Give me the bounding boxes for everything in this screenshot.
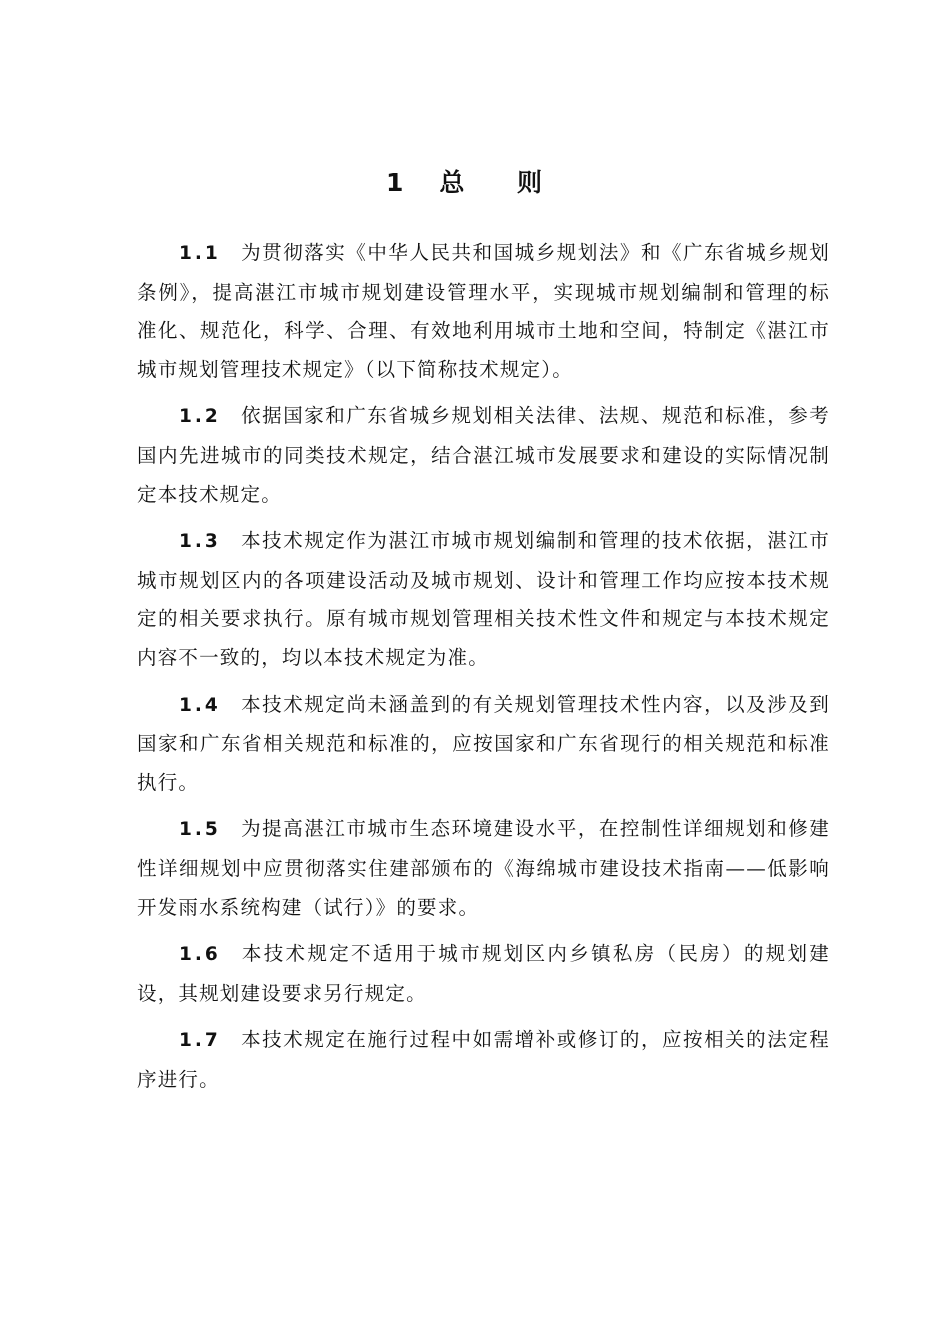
clause-text: 为提高湛江市城市生态环境建设水平，在控制性详细规划和修建性详细规划中应贯彻落实住建部颁布的《海绵城市建设技术指南——低影响开发雨水系统构建（试行）》的要求。 bbox=[137, 817, 830, 919]
clause-paragraph bbox=[137, 1021, 830, 1099]
clause-number: 1.7 bbox=[179, 1030, 221, 1052]
clause-number: 1.4 bbox=[179, 694, 221, 716]
clause-text: 本技术规定在施行过程中如需增补或修订的，应按相关的法定程序进行。 bbox=[137, 1028, 830, 1091]
clause-paragraph bbox=[137, 397, 830, 514]
document-body bbox=[137, 234, 830, 1107]
clause-text: 为贯彻落实《中华人民共和国城乡规划法》和《广东省城乡规划条例》，提高湛江市城市规划建设管理水平，实现城市规划编制和管理的标准化、规范化，科学、合理、有效地利用城市土地和空间，特制定《湛江市城市规划管理技术规定》（以下简称技术规定）。 bbox=[137, 241, 830, 381]
clause-text: 本技术规定尚未涵盖到的有关规划管理技术性内容，以及涉及到国家和广东省相关规范和标准的，应按国家和广东省现行的相关规范和标准执行。 bbox=[137, 692, 830, 794]
clause-text: 本技术规定不适用于城市规划区内乡镇私房（民房）的规划建设，其规划建设要求另行规定。 bbox=[137, 942, 830, 1005]
chapter-title: 总 则 bbox=[439, 168, 565, 197]
clause-text: 本技术规定作为湛江市城市规划编制和管理的技术依据，湛江市城市规划区内的各项建设活动及城市规划、设计和管理工作均应按本技术规定的相关要求执行。原有城市规划管理相关技术性文件和规定与本技术规定内容不一致的，均以本技术规定为准。 bbox=[137, 529, 830, 669]
clause-number: 1.6 bbox=[179, 944, 221, 966]
chapter-heading bbox=[0, 166, 950, 200]
clause-number: 1.3 bbox=[179, 531, 221, 553]
chapter-number: 1 bbox=[385, 168, 406, 197]
clause-number: 1.5 bbox=[179, 819, 221, 841]
clause-number: 1.2 bbox=[179, 406, 221, 428]
clause-paragraph bbox=[137, 686, 830, 803]
clause-paragraph bbox=[137, 810, 830, 927]
clause-text: 依据国家和广东省城乡规划相关法律、法规、规范和标准，参考国内先进城市的同类技术规定，结合湛江城市发展要求和建设的实际情况制定本技术规定。 bbox=[137, 404, 830, 506]
clause-number: 1.1 bbox=[179, 243, 221, 264]
clause-paragraph bbox=[137, 234, 830, 389]
clause-paragraph bbox=[137, 935, 830, 1013]
clause-paragraph bbox=[137, 522, 830, 677]
